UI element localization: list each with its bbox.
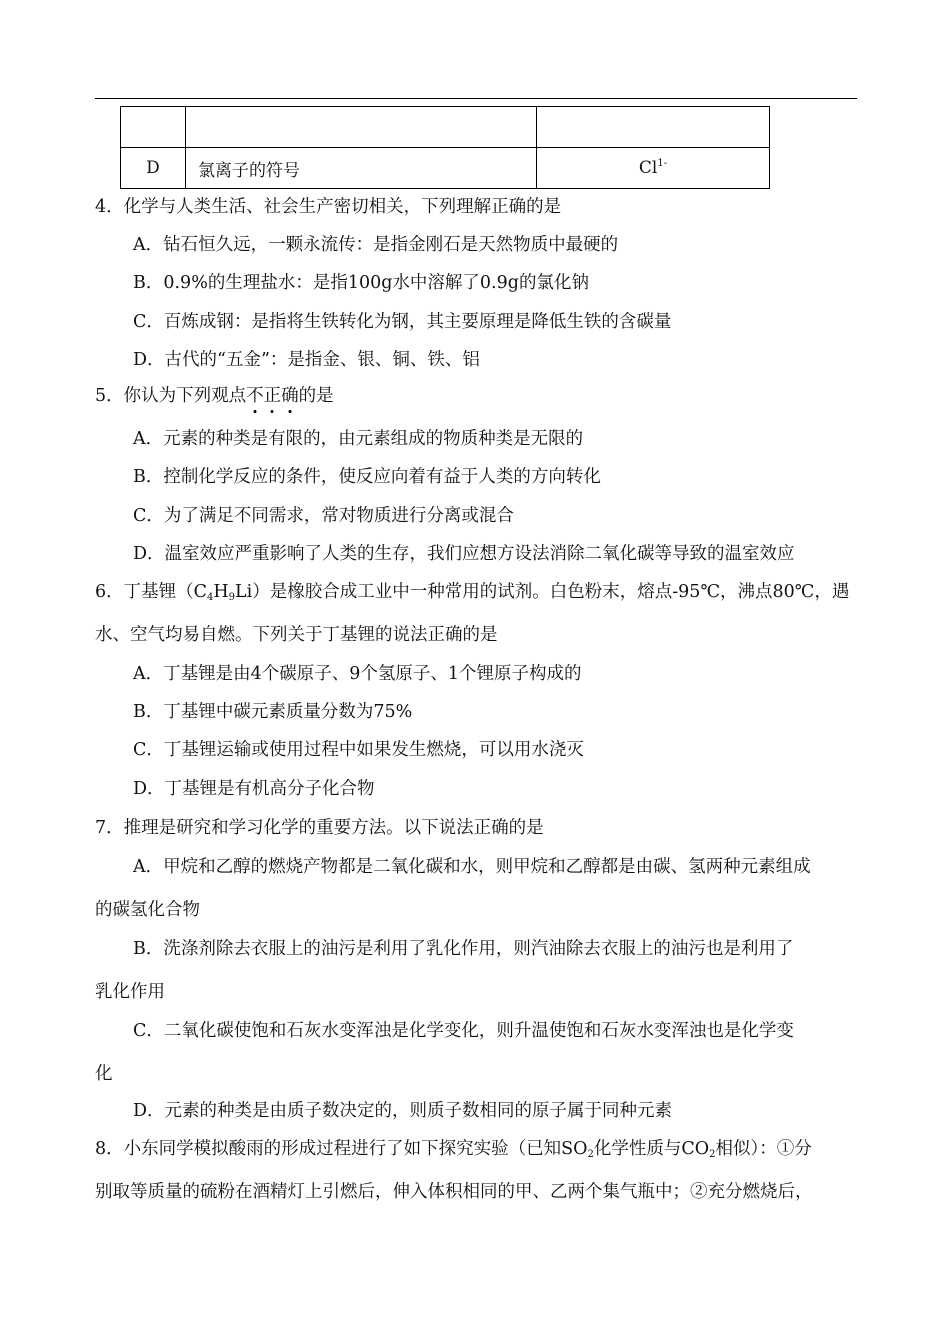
stem-text: 的是 [298,386,334,406]
question-4-option-a: A．钻石恒久远，一颗永流传：是指金刚石是天然物质中最硬的 [133,235,619,255]
question-7-option-b: B．洗涤剂除去衣服上的油污是利用了乳化作用，则汽油除去衣服上的油污也是利用了 [133,939,794,959]
subscript: 2 [709,1149,716,1160]
answer-table [120,106,770,189]
table-cell [121,107,186,148]
question-8-stem-line1 [95,1138,812,1166]
question-6-stem-line2: 水、空气均易自燃。下列关于丁基锂的说法正确的是 [95,625,498,645]
question-5-option-c: C．为了满足不同需求，常对物质进行分离或混合 [133,506,514,526]
table-cell [186,107,537,148]
question-5-stem [95,385,334,407]
ion-charge: 1- [657,158,668,169]
symbol-cell [537,148,770,189]
stem-text: 化学性质与CO [593,1139,710,1159]
question-7-option-b-cont: 乳化作用 [95,982,165,1002]
question-7-stem: 7．推理是研究和学习化学的重要方法。以下说法正确的是 [95,818,544,838]
question-5-option-a: A．元素的种类是有限的，由元素组成的物质种类是无限的 [133,429,584,449]
question-6-option-d: D．丁基锂是有机高分子化合物 [133,779,375,799]
question-6-option-b: B．丁基锂中碳元素质量分数为75% [133,702,413,722]
emphasis-char: 正 [263,386,282,406]
question-7-option-d: D．元素的种类是由质子数决定的，则质子数相同的原子属于同种元素 [133,1101,673,1121]
table-row [121,107,770,148]
stem-text: 5．你认为下列观点 [95,386,247,406]
stem-text: H [213,582,229,602]
question-4-option-c: C．百炼成钢：是指将生铁转化为钢，其主要原理是降低生铁的含碳量 [133,312,672,332]
question-4-stem: 4．化学与人类生活、社会生产密切相关，下列理解正确的是 [95,197,562,217]
question-6-option-a: A．丁基锂是由4个碳原子、9个氢原子、1个锂原子构成的 [133,664,582,684]
question-7-option-c-cont: 化 [95,1064,113,1084]
question-5-option-d: D．温室效应严重影响了人类的生存，我们应想方设法消除二氧化碳等导致的温室效应 [133,544,795,564]
question-4-option-b: B．0.9%的生理盐水：是指100g水中溶解了0.9g的氯化钠 [133,273,589,293]
stem-text: 8．小东同学模拟酸雨的形成过程进行了如下探究实验（已知SO [95,1139,588,1159]
question-4-option-d: D．古代的“五金”：是指金、银、铜、铁、铝 [133,350,480,370]
subscript: 9 [228,592,236,603]
stem-text: Li）是橡胶合成工业中一种常用的试剂。白色粉末，熔点-95℃，沸点80℃，遇 [235,582,850,602]
question-5-option-b: B．控制化学反应的条件，使反应向着有益于人类的方向转化 [133,467,601,487]
header-rule [95,98,857,99]
emphasis-char: 不 [246,386,264,406]
description-cell: 氯离子的符号 [186,148,537,189]
table-cell [537,107,770,148]
subscript: 2 [587,1149,594,1160]
question-6-stem-line1 [95,581,849,609]
stem-text: 6．丁基锂（C [95,582,208,602]
chlorine-symbol: Cl [638,158,658,178]
option-letter-cell: D [121,148,186,189]
stem-text: 相似）：①分 [715,1139,812,1159]
question-7-option-c: C．二氧化碳使饱和石灰水变浑浊是化学变化，则升温使饱和石灰水变浑浊也是化学变 [133,1021,794,1041]
question-7-option-a: A．甲烷和乙醇的燃烧产物都是二氧化碳和水，则甲烷和乙醇都是由碳、氢两种元素组成 [133,857,811,877]
emphasis-char: 确 [281,386,299,406]
question-6-option-c: C．丁基锂运输或使用过程中如果发生燃烧，可以用水浇灭 [133,740,584,760]
question-8-stem-line2: 别取等质量的硫粉在酒精灯上引燃后，伸入体积相同的甲、乙两个集气瓶中；②充分燃烧后， [95,1182,813,1202]
question-7-option-a-cont: 的碳氢化合物 [95,900,200,920]
table-row [121,148,770,189]
subscript: 4 [207,592,214,603]
